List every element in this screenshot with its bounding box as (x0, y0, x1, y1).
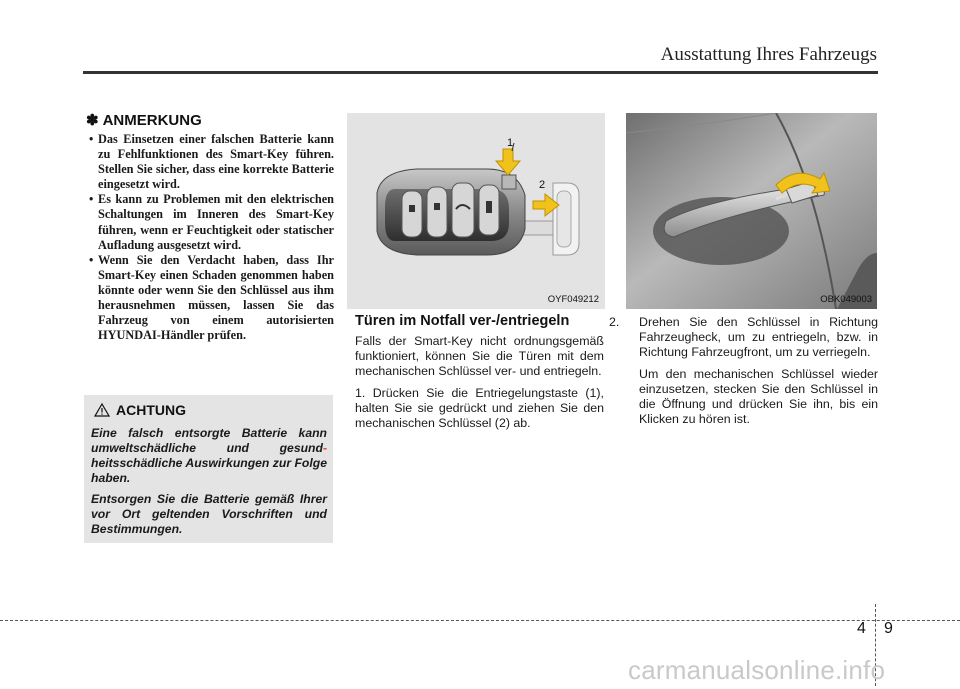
door-handle-photo (626, 113, 877, 309)
section-step-1: 1. Drücken Sie die Entriegelungstaste (1), halten Sie sie gedrückt und ziehen Sie den mechanischen Schlüssel (2) ab. (355, 386, 604, 430)
note-item: • Das Einsetzen einer falschen Batterie kann zu Fehlfunktionen des Smart-Key führen. Stellen Sie sicher, dass eine korrekte Batterie eingesetzt wird. (89, 132, 334, 192)
caution-heading (94, 402, 186, 418)
caution-text (91, 426, 327, 543)
note-heading (86, 111, 202, 129)
note-symbol-icon: ✽ (86, 112, 99, 129)
page-number: 9 (884, 620, 893, 637)
note-item: • Es kann zu Problemen mit den elektrischen Schaltungen im Inneren des Smart-Key führen, wenn er Feuchtigkeit oder statischer Aufladung ausgesetzt wird. (89, 192, 334, 252)
caution-paragraph-2: Entsorgen Sie die Batterie gemäß Ihrer vor Ort geltenden Vorschriften und Bestimmungen. (91, 492, 327, 536)
callout-1: 1 (507, 137, 514, 149)
figure-smart-key (347, 113, 605, 309)
figure-door-handle (626, 113, 877, 309)
section-intro: Falls der Smart-Key nicht ordnungsgemäß funktioniert, können Sie die Türen mit dem mechanischen Schlüssel ver- und entriegeln. (355, 334, 604, 378)
section-title: Türen im Notfall ver-/entriegeln (355, 313, 570, 329)
note-list (86, 132, 334, 343)
section-step-2-sub: Um den mechanischen Schlüssel wieder einzusetzen, stecken Sie den Schlüssel in die Öffnung und drücken Sie ihn, bis ein Klicken zu hören ist. (639, 367, 878, 426)
callout-2: 2 (539, 179, 546, 191)
smart-key-illustration (347, 113, 605, 309)
figure-code: OYF049212 (547, 294, 599, 305)
warning-triangle-icon (94, 403, 110, 417)
note-item: • Wenn Sie den Verdacht haben, dass Ihr Smart-Key einen Schaden genommen haben könnte oder wenn Sie den Schlüssel aus ihm herausnehmen müssen, lassen Sie das Fahrzeug von einem autorisierten HYUNDAI-Händler prüfen. (89, 252, 334, 343)
note-heading-label: ANMERKUNG (102, 111, 202, 129)
figure-code: OBK049003 (820, 294, 872, 305)
section-body (355, 334, 604, 438)
chapter-number: 4 (857, 620, 866, 637)
right-column-text (609, 315, 878, 427)
watermark: carmanualsonline.info (628, 655, 886, 685)
footer-rule (0, 620, 960, 621)
page-header-title: Ausstattung Ihres Fahrzeugs (660, 44, 877, 65)
caution-heading-label: ACHTUNG (116, 402, 186, 418)
caution-paragraph-1: Eine falsch entsorgte Batterie kann umweltschädliche und gesund- heitsschädliche Auswirkungen zur Folge haben. (91, 426, 327, 485)
section-step-2: 2. Drehen Sie den Schlüssel in Richtung Fahrzeugheck, um zu entriegeln, bzw. in Richtung Fahrzeugfront, um zu verriegeln. (609, 315, 878, 359)
header-rule (83, 71, 878, 74)
